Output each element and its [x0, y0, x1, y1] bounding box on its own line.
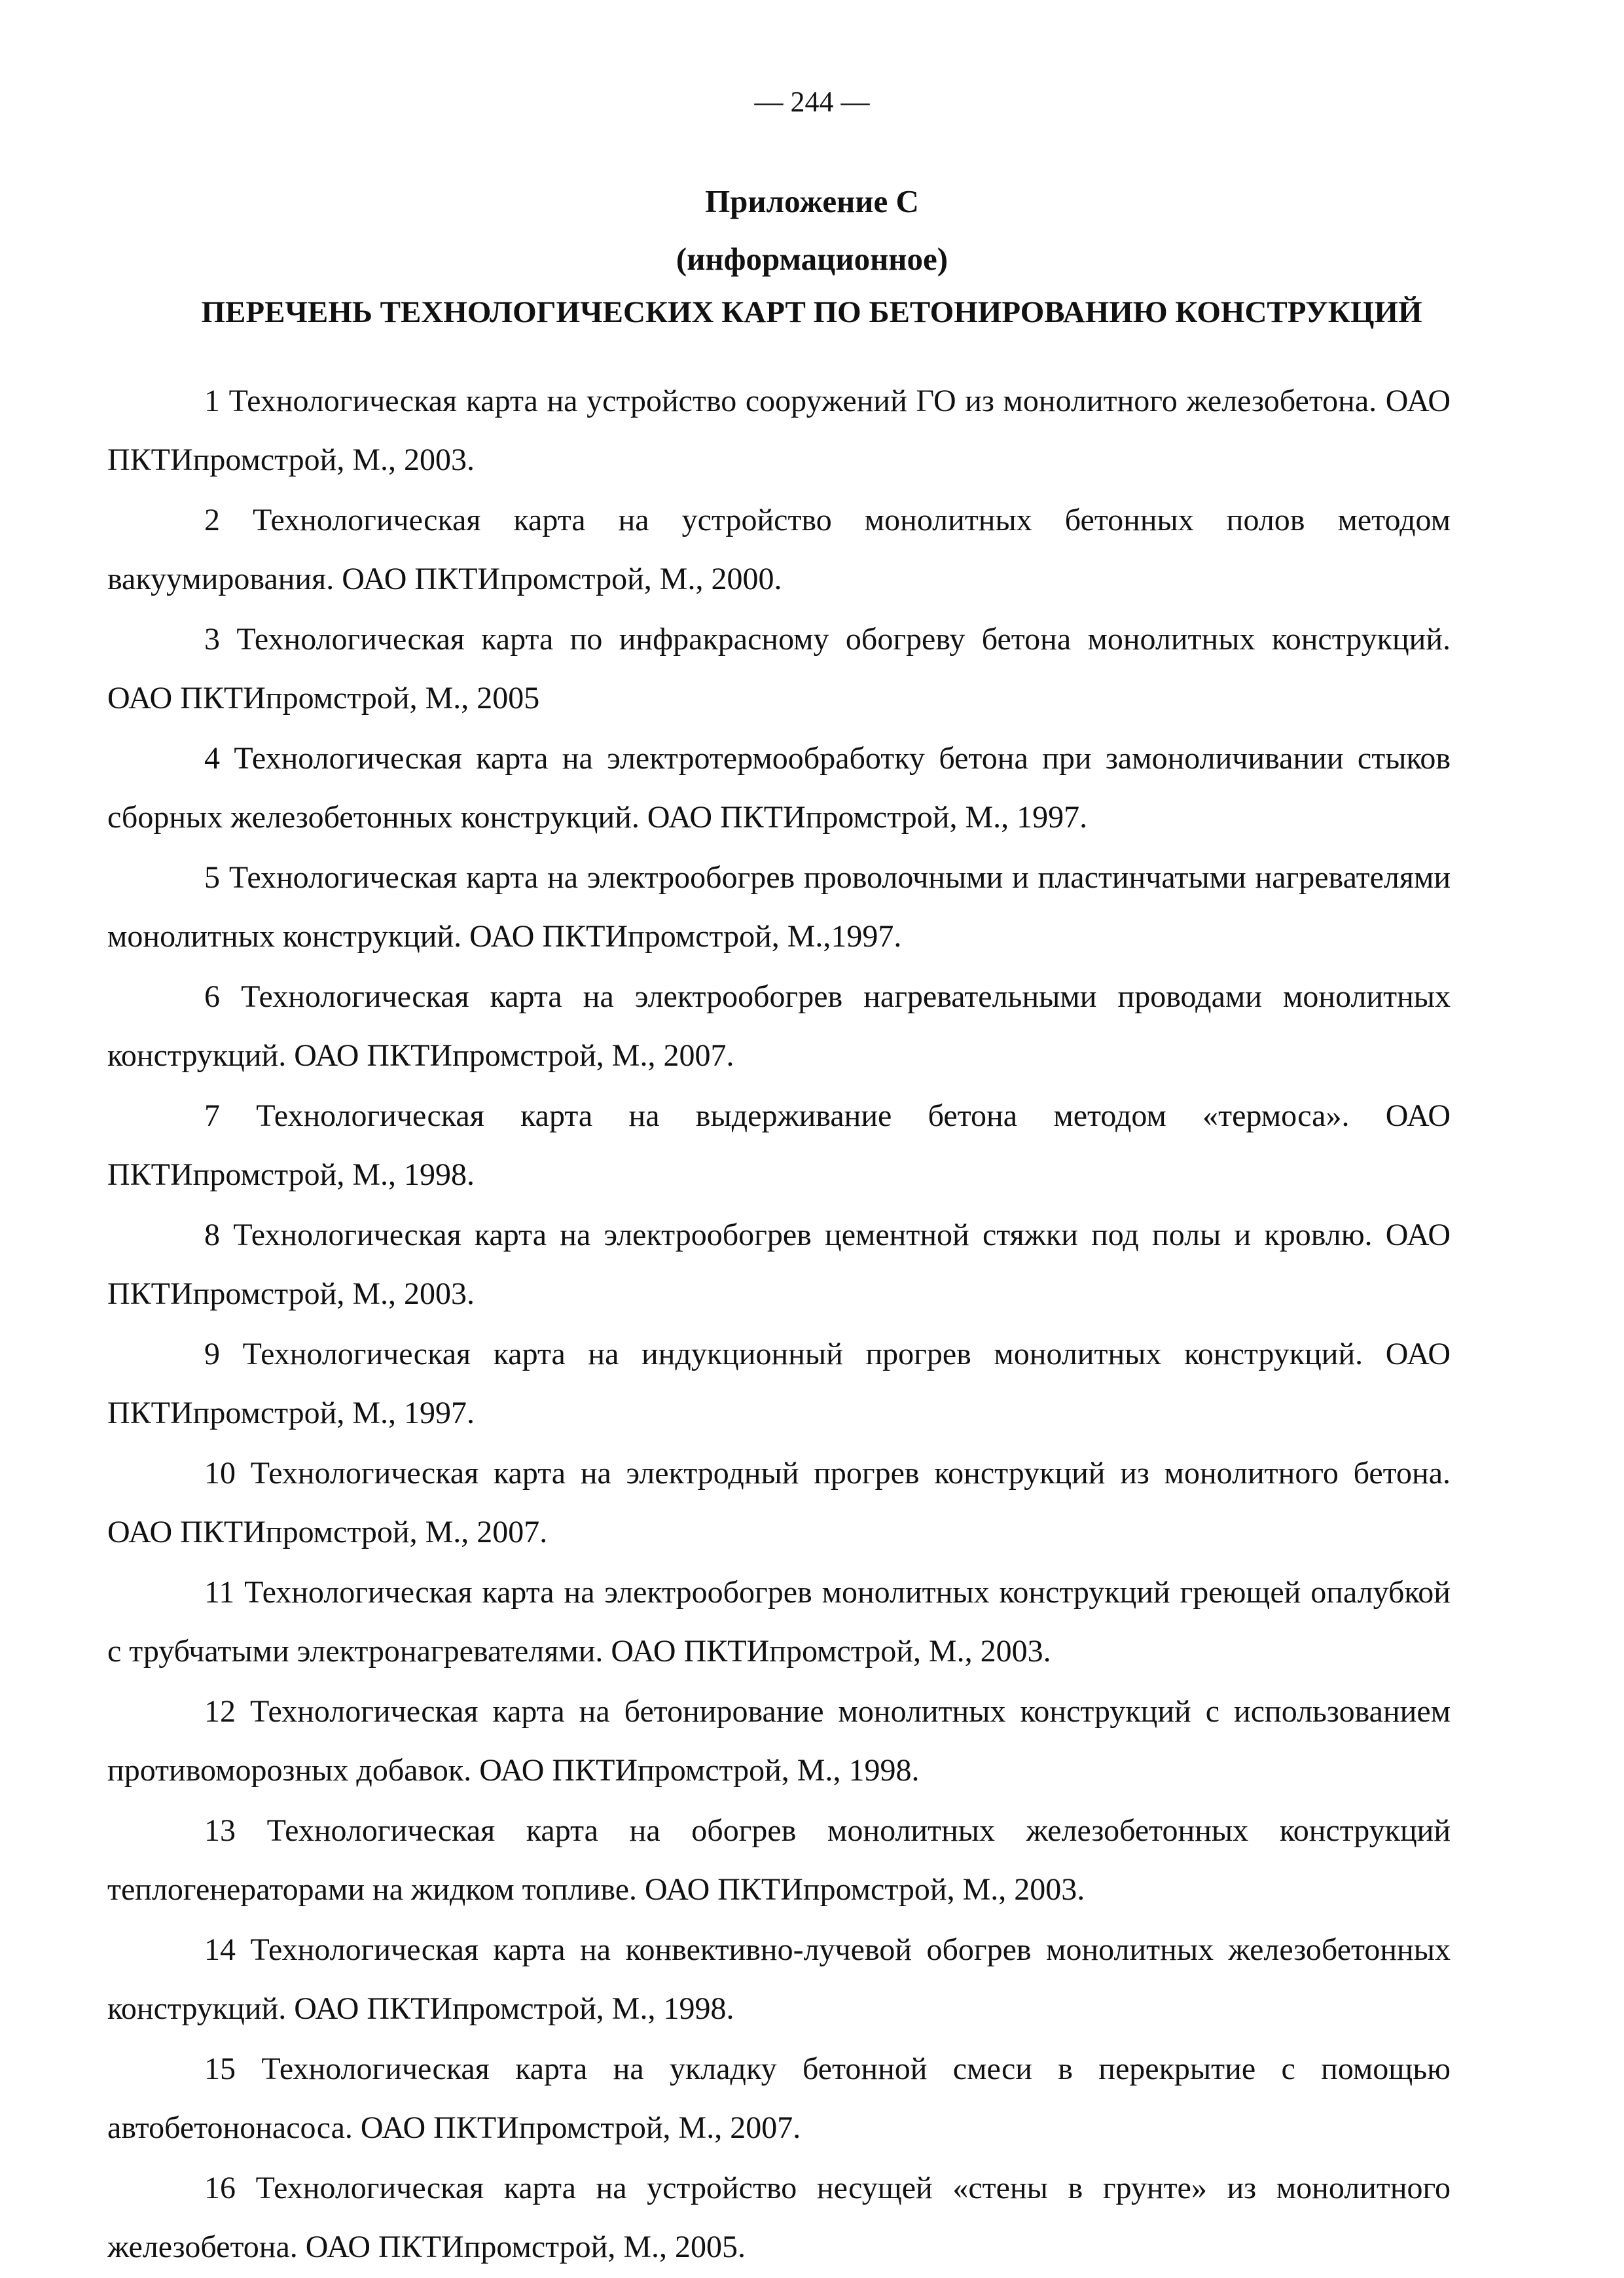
- list-item: 16 Технологическая карта на устройство несущей «стены в грунте» из монолитного железобетона. ОАО ПКТИпромстрой, М., 2005.: [107, 2171, 1451, 2264]
- list-item: 11 Технологическая карта на электрообогрев монолитных конструкций греющей опалубкой с трубчатыми электронагревателями. ОАО ПКТИпромстрой, М., 2003.: [107, 1575, 1451, 1669]
- list-item: 6 Технологическая карта на электрообогрев нагревательными проводами монолитных конструкций. ОАО ПКТИпромстрой, М., 2007.: [107, 979, 1451, 1073]
- list-item: 3 Технологическая карта по инфракрасному обогреву бетона монолитных конструкций. ОАО ПКТИпромстрой, М., 2005: [107, 622, 1451, 715]
- page-number: — 244 —: [754, 86, 870, 118]
- list-item: 12 Технологическая карта на бетонирование монолитных конструкций с использованием противоморозных добавок. ОАО ПКТИпромстрой, М., 1998.: [107, 1694, 1451, 1788]
- list-item: 4 Технологическая карта на электротермообработку бетона при замоноличивании стыков сборных железобетонных конструкций. ОАО ПКТИпромстрой, М., 1997.: [107, 741, 1451, 835]
- list-item: 10 Технологическая карта на электродный прогрев конструкций из монолитного бетона. ОАО ПКТИпромстрой, М., 2007.: [107, 1456, 1451, 1549]
- list-item: 14 Технологическая карта на конвективно-лучевой обогрев монолитных железобетонных конструкций. ОАО ПКТИпромстрой, М., 1998.: [107, 1932, 1451, 2026]
- list-item: 13 Технологическая карта на обогрев монолитных железобетонных конструкций теплогенераторами на жидком топливе. ОАО ПКТИпромстрой, М., 2003.: [107, 1813, 1451, 1907]
- list-item: 2 Технологическая карта на устройство монолитных бетонных полов методом вакуумирования. ОАО ПКТИпромстрой, М., 2000.: [107, 503, 1451, 596]
- appendix-subtitle: (информационное): [676, 241, 948, 277]
- entries-list: [107, 372, 1451, 2278]
- list-item: 5 Технологическая карта на электрообогрев проволочными и пластинчатыми нагревателями монолитных конструкций. ОАО ПКТИпромстрой, М.,1997.: [107, 860, 1451, 954]
- list-item: 1 Технологическая карта на устройство сооружений ГО из монолитного железобетона. ОАО ПКТИпромстрой, М., 2003.: [107, 384, 1451, 477]
- appendix-title: Приложение С: [705, 183, 919, 219]
- list-item: 15 Технологическая карта на укладку бетонной смеси в перекрытие с помощью автобетононасоса. ОАО ПКТИпромстрой, М., 2007.: [107, 2052, 1451, 2145]
- list-heading: ПЕРЕЧЕНЬ ТЕХНОЛОГИЧЕСКИХ КАРТ ПО БЕТОНИРОВАНИЮ КОНСТРУКЦИЙ: [201, 295, 1422, 329]
- list-item: 8 Технологическая карта на электрообогрев цементной стяжки под полы и кровлю. ОАО ПКТИпромстрой, М., 2003.: [107, 1218, 1451, 1311]
- list-item: 9 Технологическая карта на индукционный прогрев монолитных конструкций. ОАО ПКТИпромстрой, М., 1997.: [107, 1337, 1451, 1430]
- list-item: 7 Технологическая карта на выдерживание бетона методом «термоса». ОАО ПКТИпромстрой, М., 1998.: [107, 1098, 1451, 1192]
